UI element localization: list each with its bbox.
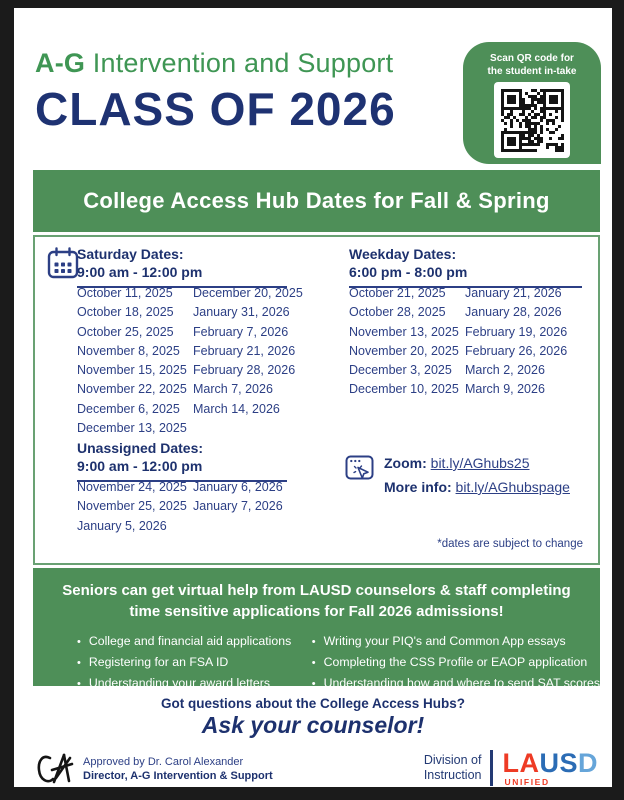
seniors-help-box [33,568,600,690]
unassigned-section-header [77,439,287,482]
unassigned-dates [77,478,283,536]
date-item: October 25, 2025 [77,324,174,339]
date-item: October 11, 2025 [77,286,173,300]
saturday-dates [77,284,303,438]
approved-by: Approved by Dr. Carol Alexander [83,756,244,768]
date-item: December 3, 2025 [349,363,452,378]
bullet-item: • Understanding your award letters [77,673,312,694]
date-item: December 10, 2025 [349,382,459,397]
date-item: November 25, 2025 [77,499,187,514]
more-info-link[interactable]: bit.ly/AGhubspage [455,479,570,495]
date-item: December 6, 2025 [77,401,180,416]
lausd-logo-d: D [578,748,598,778]
approval-signature [36,748,273,790]
date-item: January 6, 2026 [193,480,283,494]
date-item: February 28, 2026 [193,363,296,378]
unassigned-title: Unassigned Dates: [77,440,204,456]
unassigned-time: 9:00 am - 12:00 pm [77,458,203,475]
unassigned-dates-col1 [77,478,193,536]
weekday-section-header [349,245,582,288]
lausd-logo-la: LA [502,748,540,778]
bullets-right [312,631,600,694]
date-item: March 9, 2026 [465,382,545,397]
date-item: December 13, 2025 [77,421,187,436]
qr-caption-line2: the student in-take [487,66,577,77]
bullet-item: • Registering for an FSA ID [77,652,312,673]
date-item: January 21, 2026 [465,286,562,300]
bullet-item: • Completing the CSS Profile or EAOP application [312,652,600,673]
date-item: March 2, 2026 [465,363,545,378]
date-item: January 7, 2026 [193,499,283,514]
division-line1: Division of [423,752,482,767]
header-titles [35,48,396,135]
qr-code [494,82,570,158]
brand-block [424,750,598,787]
lausd-logo-unified: UNIFIED [504,777,550,787]
date-item: October 21, 2025 [349,286,446,300]
page-title: CLASS OF 2026 [35,83,396,135]
date-item: November 15, 2025 [77,363,187,378]
weekday-title: Weekday Dates: [349,246,457,262]
qr-caption [463,42,601,78]
approver-title: Director, A-G Intervention & Support [83,770,273,782]
date-item: October 28, 2025 [349,305,446,320]
brand-divider [490,750,493,786]
seniors-bullets [33,631,600,694]
program-name-prefix: A-G [35,48,86,78]
flyer-page [14,8,612,787]
qr-caption-line1: Scan QR code for [490,53,574,64]
seniors-heading-line1: Seniors can get virtual help from LAUSD counselors & staff completing [62,582,571,599]
saturday-dates-col2 [193,284,303,438]
date-item: November 22, 2025 [77,382,187,397]
bullets-left [77,631,312,694]
date-item: February 26, 2026 [465,343,568,358]
date-item: October 18, 2025 [77,305,174,320]
date-item: January 5, 2026 [77,518,167,533]
program-name-rest: Intervention and Support [85,48,394,78]
seniors-heading [33,568,600,622]
weekday-dates-col1 [349,284,465,400]
unassigned-dates-col2 [193,478,283,536]
section-banner [33,170,600,232]
date-item: November 20, 2025 [349,343,459,358]
seniors-heading-line2: time sensitive applications for Fall 2026 admissions! [129,603,504,620]
calendar-icon [46,246,80,280]
dates-panel [33,235,600,565]
date-item: November 24, 2025 [77,480,187,494]
zoom-label: Zoom: [384,455,427,471]
zoom-link[interactable]: bit.ly/AGhubs25 [430,455,530,471]
qr-card [463,42,601,164]
approval-text [83,756,273,782]
signature-mark-icon [36,748,74,790]
weekday-dates [349,284,567,400]
bullet-item: • Understanding how and where to send SAT scores [312,673,600,694]
weekday-dates-col2 [465,284,567,400]
footer-question-text: Got questions about the College Access Hubs? [160,696,466,711]
links-block [345,451,570,499]
date-item: February 19, 2026 [465,324,568,339]
division-line2: Instruction [423,768,482,783]
banner-title: College Access Hub Dates for Fall & Spring [83,188,550,213]
date-item: February 7, 2026 [193,324,289,339]
dates-disclaimer: *dates are subject to change [437,538,583,550]
saturday-section-header [77,245,287,288]
saturday-dates-col1 [77,284,193,438]
lausd-logo-us: US [539,748,578,778]
saturday-title: Saturday Dates: [77,246,184,262]
weekday-time: 6:00 pm - 8:00 pm [349,264,468,281]
date-item: November 8, 2025 [77,343,180,358]
date-item: February 21, 2026 [193,343,296,358]
saturday-time: 9:00 am - 12:00 pm [77,264,203,281]
lausd-logo [502,750,598,787]
bullet-item: • College and financial aid applications [77,631,312,652]
web-click-icon [345,453,375,483]
footer-cta: Ask your counselor! [201,712,425,738]
date-item: January 28, 2026 [465,305,562,320]
bullet-item: • Writing your PIQ's and Common App essays [312,631,600,652]
more-info-label: More info: [384,479,452,495]
date-item: March 7, 2026 [193,382,273,397]
footer-question [14,696,612,739]
division-of-instruction [424,753,482,784]
date-item: November 13, 2025 [349,324,459,339]
qr-pattern [501,89,564,152]
date-item: January 31, 2026 [193,305,290,320]
date-item: March 14, 2026 [193,401,280,416]
program-name [35,48,396,79]
date-item: December 20, 2025 [193,286,303,300]
